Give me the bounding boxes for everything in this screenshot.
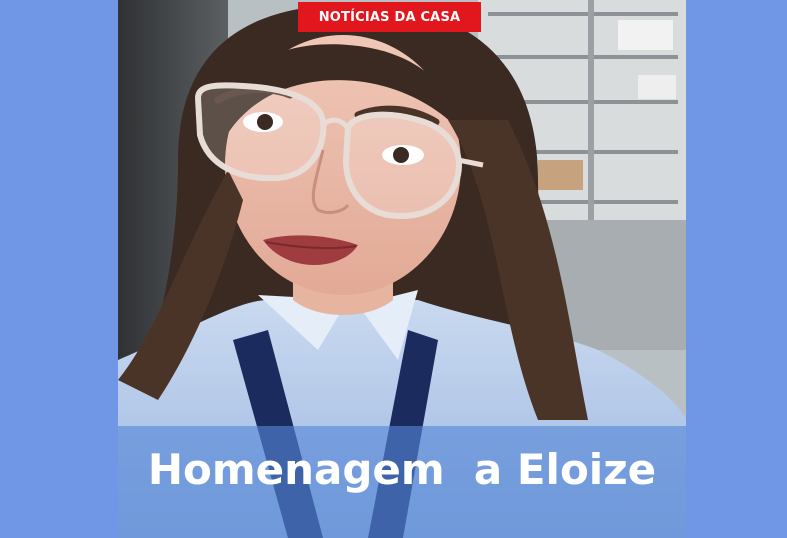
pupil-right	[393, 147, 409, 163]
shelf-line	[488, 12, 678, 16]
glasses-lens-right	[346, 115, 459, 216]
section-tag[interactable]: NOTÍCIAS DA CASA	[298, 2, 481, 32]
pupil-left	[257, 114, 273, 130]
headline-title: Homenagem a Eloize	[147, 445, 657, 494]
shelf-box	[538, 160, 583, 190]
shelf-line	[488, 55, 678, 59]
shelf-box	[618, 20, 673, 50]
shelf-box	[638, 75, 676, 99]
